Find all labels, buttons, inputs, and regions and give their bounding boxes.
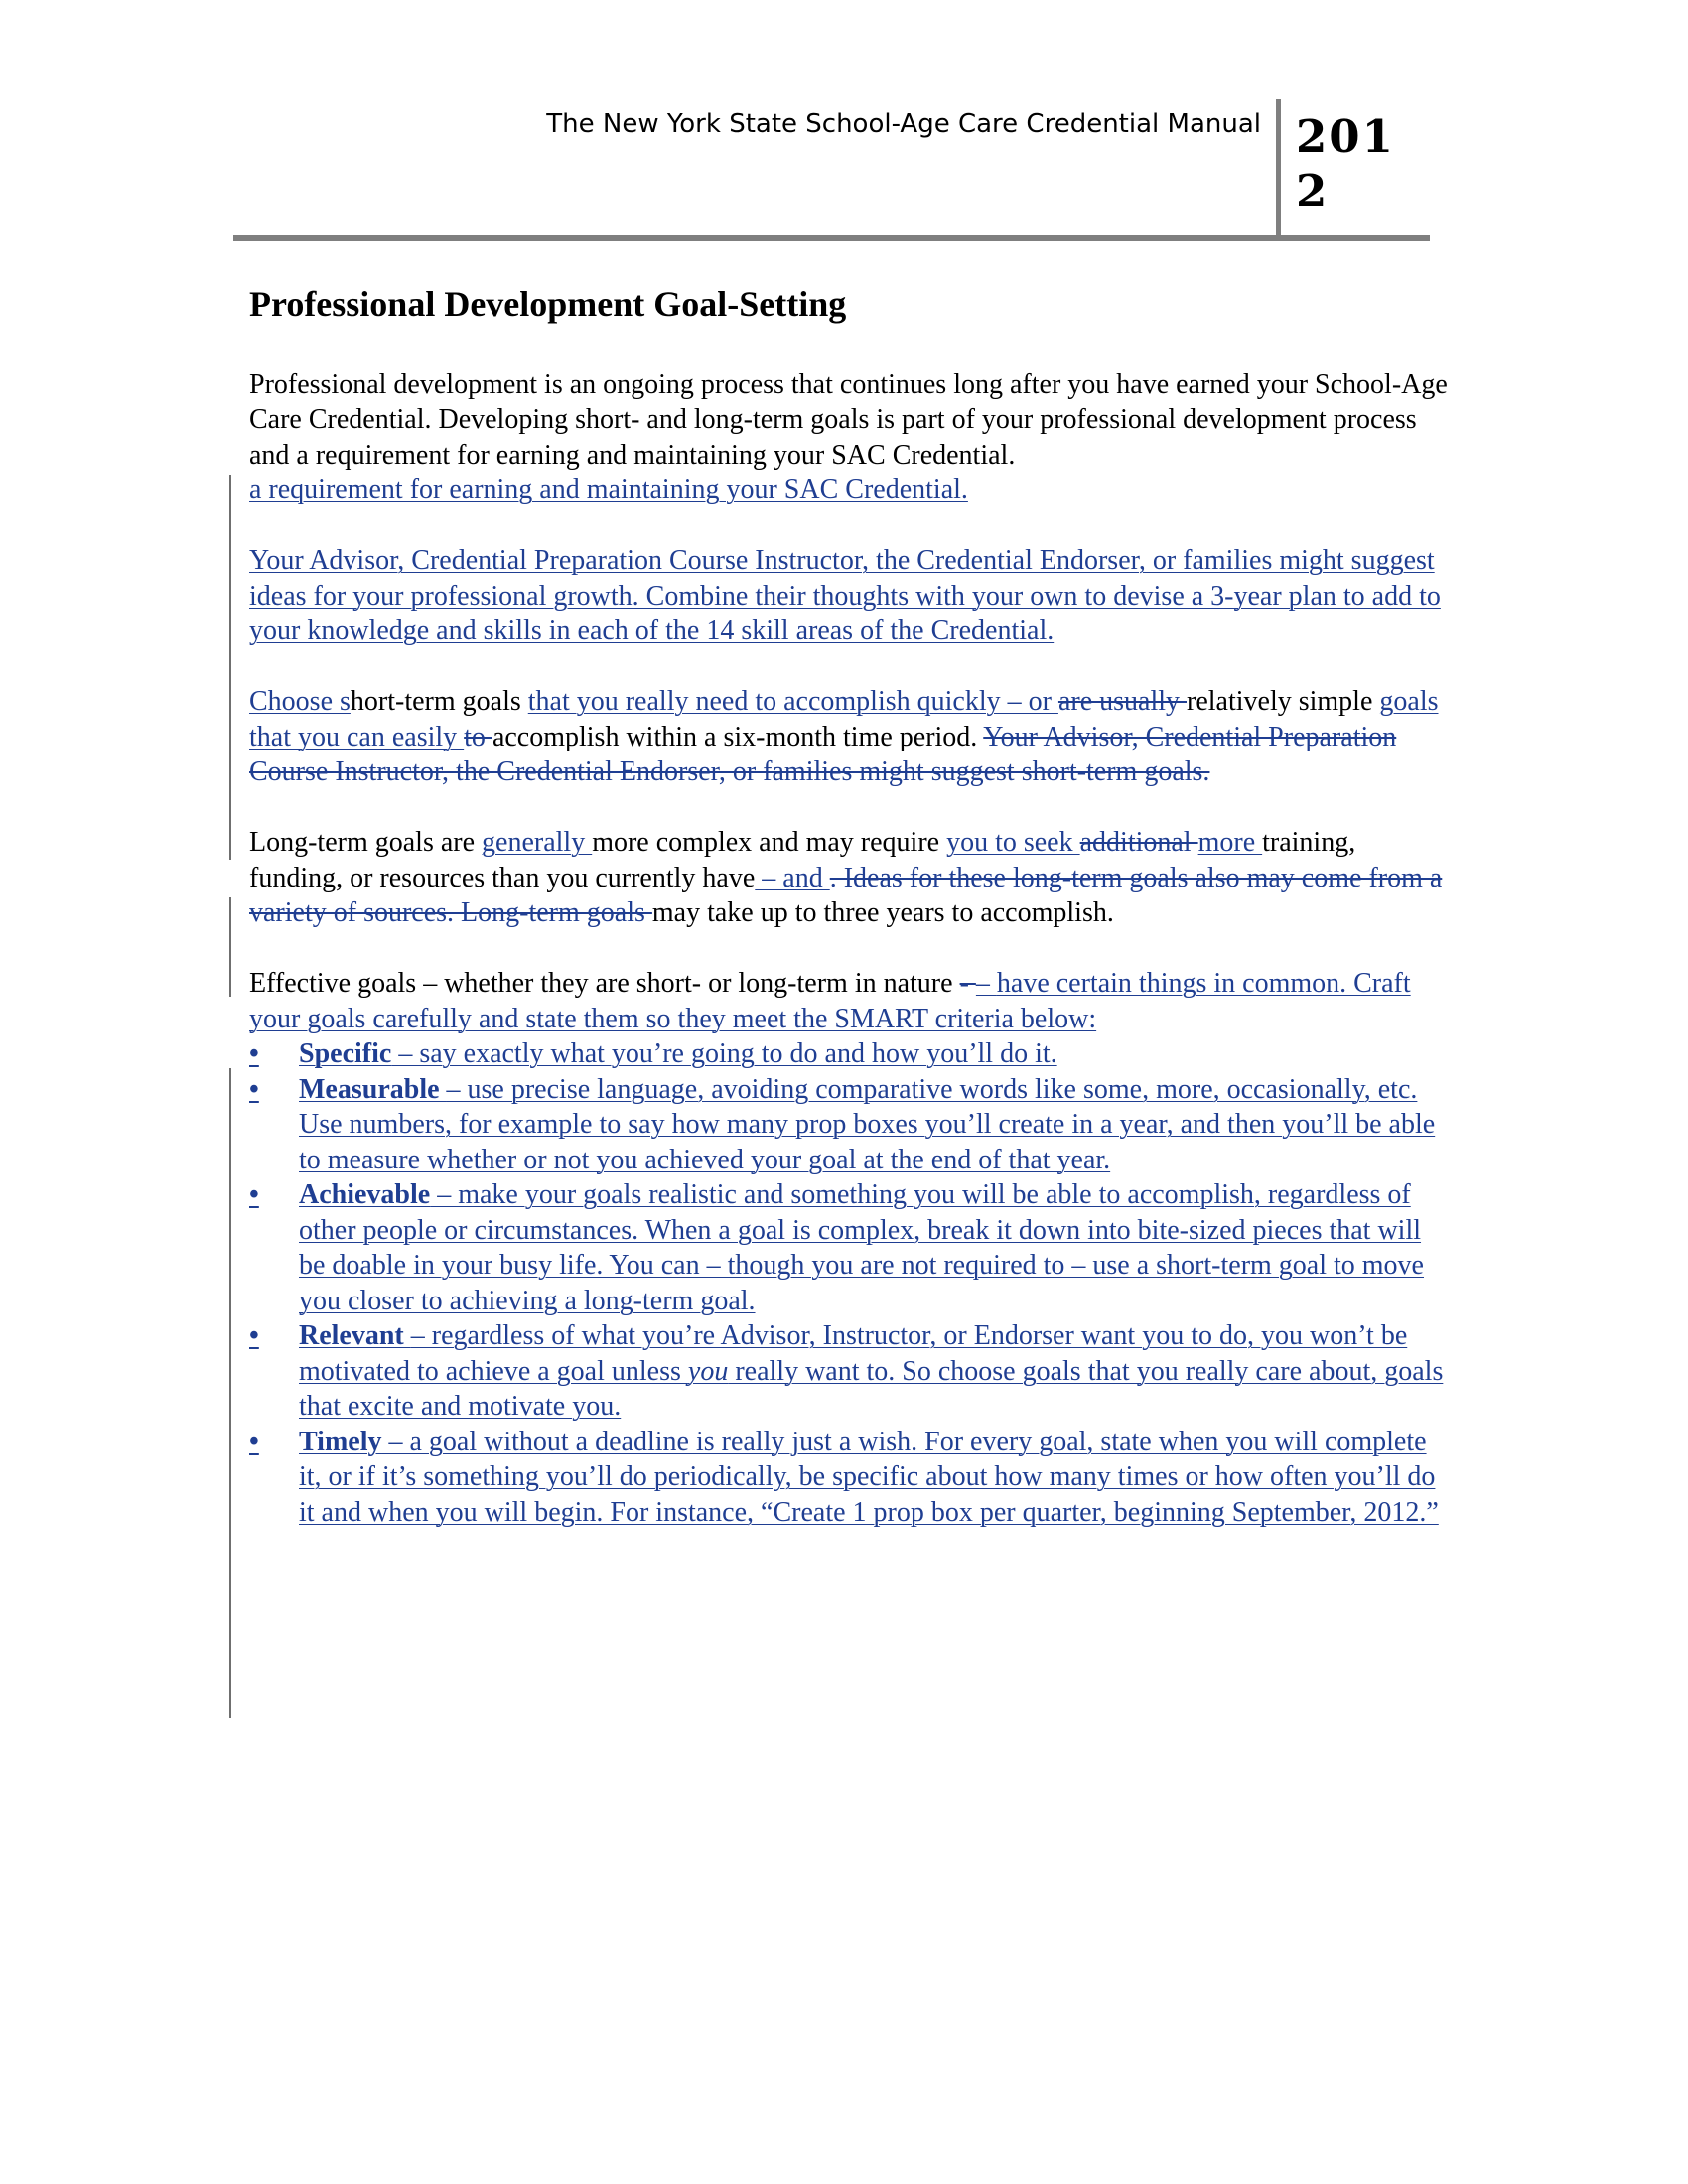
deleted-text: - <box>959 968 976 999</box>
smart-criteria-list <box>249 1036 1451 1530</box>
inserted-text: a requirement for earning and maintaining your SAC Credential. <box>249 475 968 505</box>
criterion-term: Relevant <box>299 1320 411 1351</box>
criterion-text-continued: really want to. So choose goals that you really care about, goals that excite and motivate you. <box>299 1355 1444 1422</box>
paragraph-long-term <box>249 825 1451 931</box>
inserted-text: more <box>1197 827 1263 858</box>
text-run: more complex and may require <box>592 827 947 858</box>
criterion-term: Timely <box>299 1426 382 1457</box>
paragraph-short-term <box>249 684 1451 790</box>
deleted-text: are usually <box>1057 686 1187 717</box>
deleted-text: to <box>464 721 492 752</box>
bullet-icon: • <box>249 1073 259 1105</box>
inserted-text: you to seek <box>946 827 1080 858</box>
intro-text: Professional development is an ongoing process that continues long after you have earned your School-Age Care Credential. Developing short- and long-term goals is part of your professional development process and a requirement for earning and maintaining your SAC Credential. <box>249 368 1448 471</box>
paragraph-advisor: Your Advisor, Credential Preparation Course Instructor, the Credential Endorser, or families might suggest ideas for your professional growth. Combine their thoughts with your own to devise a 3-year plan to add to your knowledge and skills in each of the 14 skill areas of the Credential. <box>249 545 1441 646</box>
text-run: Long-term goals are <box>249 827 483 858</box>
deleted-text: . Ideas for these long-term goals also may come from a variety of sources. Long-term goals <box>249 862 1443 928</box>
criterion-term: Measurable <box>299 1073 447 1105</box>
list-item-relevant <box>200 1318 1451 1425</box>
deleted-text: Your Advisor, Credential Preparation Course Instructor, the Credential Endorser, or families might suggest short-term goals. <box>249 721 1397 787</box>
text-run: Effective goals – whether they are short- or long-term in nature <box>249 968 960 999</box>
header-year <box>1296 109 1395 218</box>
inserted-text: – and <box>755 862 830 893</box>
page-heading: Professional Development Goal-Setting <box>249 284 847 324</box>
text-run: relatively simple <box>1187 686 1380 717</box>
paragraph-intro <box>249 367 1451 508</box>
document-body <box>249 276 1451 1530</box>
inserted-text: Choose s <box>249 686 351 717</box>
manual-title: The New York State School-Age Care Credential Manual <box>546 109 1261 139</box>
criterion-term: Specific <box>299 1038 392 1069</box>
list-item-specific <box>200 1036 1451 1072</box>
paragraph-effective-goals <box>249 966 1451 1036</box>
inserted-text: – <box>975 968 997 999</box>
change-bar <box>229 475 231 860</box>
inserted-text: that you really need to accomplish quickly – or <box>527 686 1058 717</box>
header-divider <box>1276 99 1281 236</box>
bullet-icon: • <box>249 1320 259 1351</box>
bullet-icon: • <box>249 1179 259 1210</box>
text-run: may take up to three years to accomplish. <box>651 897 1114 928</box>
criterion-text: – use precise language, avoiding comparative words like some, more, occasionally, etc. Use numbers, for example to say how many prop boxes you’ll create in a year, and then you’ll be able to measure whether or not you achieved your goal at the end of that year. <box>299 1073 1436 1175</box>
bullet-icon: • <box>249 1426 259 1457</box>
deleted-text: additional <box>1079 827 1198 858</box>
header-rule <box>233 235 1430 241</box>
criterion-text: – say exactly what you’re going to do and how you’ll do it. <box>391 1038 1057 1069</box>
criterion-text: – make your goals realistic and something you will be able to accomplish, regardless of other people or circumstances. When a goal is complex, break it down into bite-sized pieces that will be doable in your busy life. You can – though you are not required to – use a short-term goal to move you closer to achieving a long-term goal. <box>299 1179 1424 1316</box>
text-run: hort-term goals <box>350 686 528 717</box>
list-item-timely <box>200 1425 1451 1531</box>
bullet-icon: • <box>249 1038 259 1069</box>
text-run: accomplish within a six-month time period. <box>492 721 984 752</box>
criterion-text: – regardless of what you’re Advisor, Instructor, or Endorser want you to do, you won’t be motivated to achieve a goal unless <box>299 1320 1408 1387</box>
inserted-text: goals that you can easily <box>249 686 1439 752</box>
change-bar <box>229 897 231 997</box>
inserted-text: have certain things in common. Craft your goals carefully and state them so they meet the SMART criteria below: <box>249 968 1411 1034</box>
header-year-line1: 201 <box>1296 110 1395 163</box>
criterion-term: Achievable <box>299 1179 431 1210</box>
text-run: training, funding, or resources than you currently have <box>249 827 1356 893</box>
inserted-text: generally <box>482 827 593 858</box>
emphasis-text: you <box>687 1355 729 1387</box>
criterion-text: – a goal without a deadline is really just a wish. For every goal, state when you will complete it, or if it’s something you’ll do periodically, be specific about how many times or how often you’ll do it and when you will begin. For instance, “Create 1 prop box per quarter, beginning September, 2012.” <box>299 1426 1439 1528</box>
list-item-measurable <box>200 1072 1451 1178</box>
header-year-line2: 2 <box>1296 165 1330 217</box>
list-item-achievable <box>200 1177 1451 1318</box>
